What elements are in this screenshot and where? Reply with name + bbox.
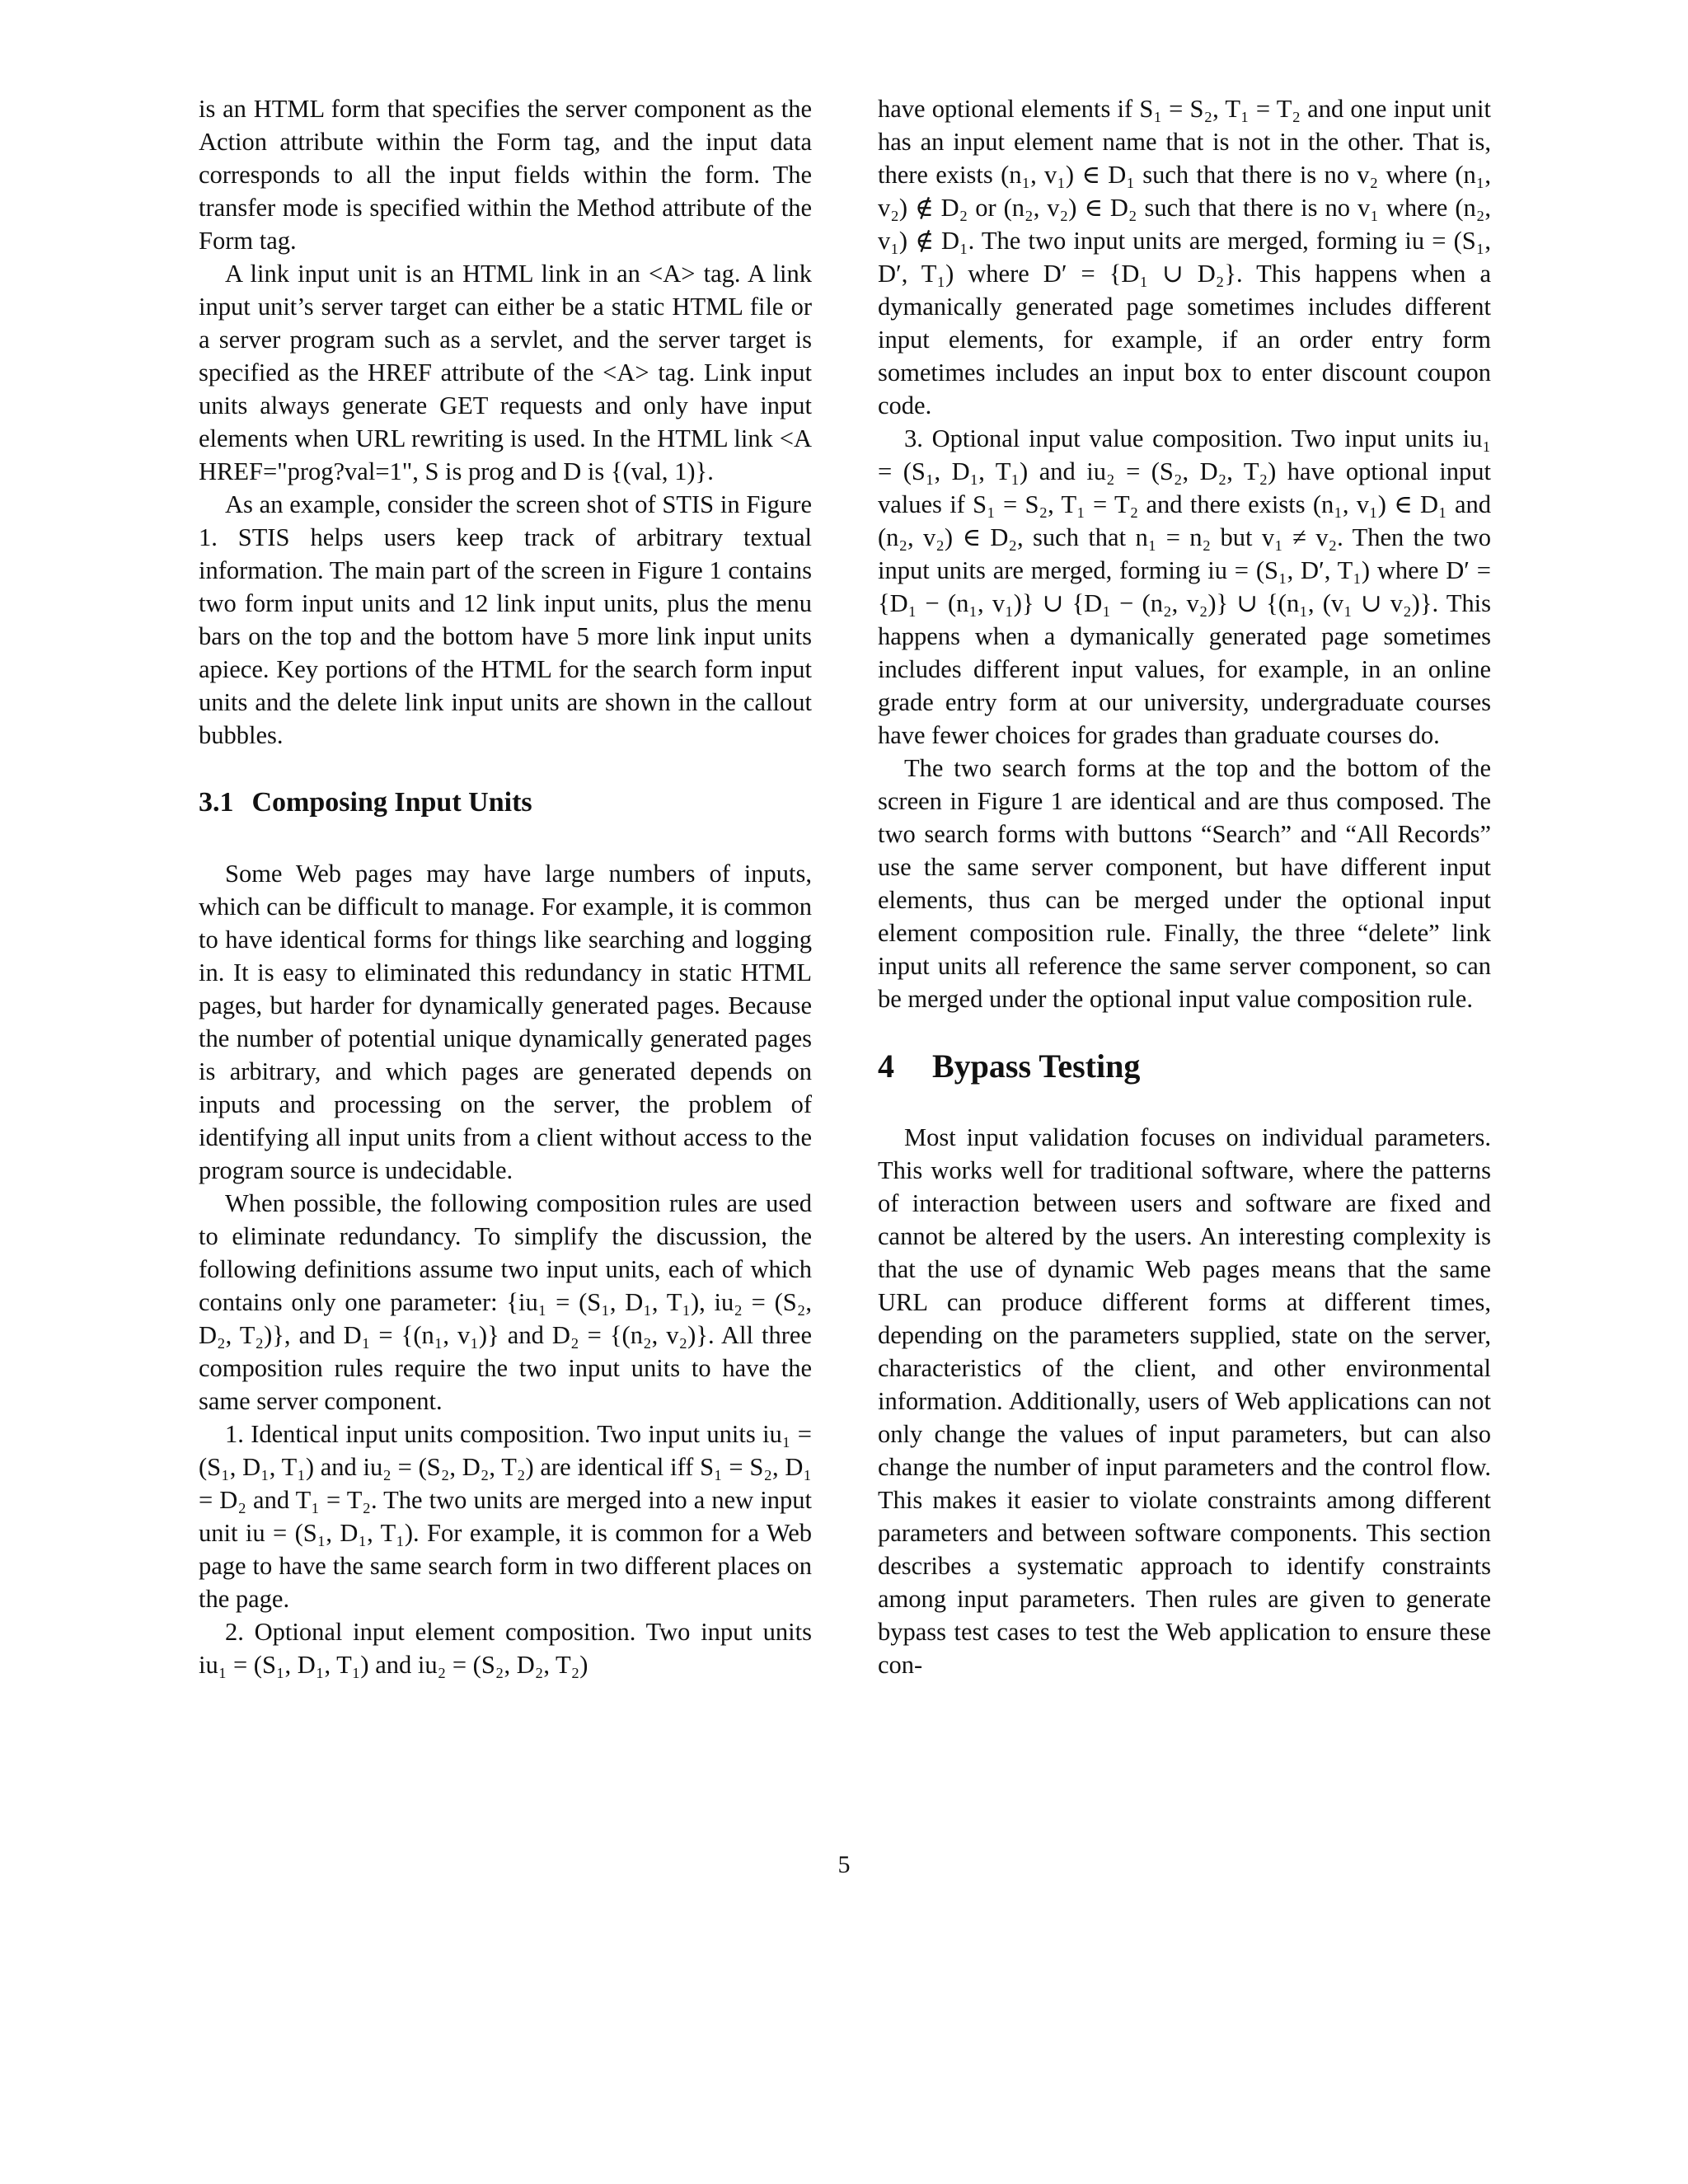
paragraph-optional-value-composition: 3. Optional input value composition. Two input units iu₁ = (S₁, D₁, T₁) and iu₂ = (S₂, D₂, T₂) have optional input values if S₁ = S₂, T₁ = T₂ and there exists (n₁, v₁) ∈ D₁ and (n₂, v₂) ∈ D₂, such that n₁ = n₂ but v₁ ≠ v₂. Then the two input units are merged, forming iu = (S₁, D′, T₁) where D′ = {D₁ − (n₁, v₁)} ∪ {D₁ − (n₂, v₂)} ∪ {(n₁, (v₁ ∪ v₂)}. This happens when a dymanically generated page sometimes includes different input values, for example, in an online grade entry form at our university, undergraduate courses have fewer choices for grades than graduate courses do. <box>878 424 1491 749</box>
section-heading-4 <box>878 1047 1491 1085</box>
paragraph-optional-element-cont: have optional elements if S₁ = S₂, T₁ = T₂ and one input unit has an input element name that is not in the other. That is, there exists (n₁, v₁) ∈ D₁ such that there is no v₂ where (n₁, v₂) ∉ D₂ or (n₂, v₂) ∈ D₂ such that there is no v₁ where (n₂, v₁) ∉ D₁. The two input units are merged, forming iu = (S₁, D′, T₁) where D′ = {D₁ ∪ D₂}. This happens when a dymanically generated page sometimes includes different input elements, for example, if an order entry form sometimes includes an input box to enter discount coupon code. <box>878 95 1491 419</box>
section-number: 3.1 <box>199 787 234 818</box>
paragraph-identical-composition: 1. Identical input units composition. Two input units iu₁ = (S₁, D₁, T₁) and iu₂ = (S₂, D₂, T₂) are identical iff S₁ = S₂, D₁ = D₂ and T₁ = T₂. The two units are merged into a new input unit iu = (S₁, D₁, T₁). For example, it is common for a Web page to have the same search form in two different places on the page. <box>199 1420 812 1613</box>
section-title: Bypass Testing <box>932 1047 1141 1085</box>
paragraph-search-forms: The two search forms at the top and the bottom of the screen in Figure 1 are identical and are thus composed. The two search forms with buttons “Search” and “All Records” use the same server component, but have different input elements, thus can be merged under the optional input element composition rule. Finally, the three “delete” link input units all reference the same server component, so can be merged under the optional input value composition rule. <box>878 754 1491 1013</box>
section-heading-3-1 <box>199 786 812 819</box>
paragraph-composition-rules: When possible, the following composition rules are used to eliminate redundancy. To simplify the discussion, the following definitions assume two input units, each of which contains only one parameter: {iu₁ = (S₁, D₁, T₁), iu₂ = (S₂, D₂, T₂)}, and D₁ = {(n₁, v₁)} and D₂ = {(n₂, v₂)}. All three composition rules require the two input units to have the same server component. <box>199 1189 812 1415</box>
paragraph-form-input-unit: is an HTML form that specifies the server component as the Action attribute within the Form tag, and the input data corresponds to all the input fields within the form. The transfer mode is specified within the Method attribute of the Form tag. <box>199 95 812 255</box>
paragraph-optional-element-start: 2. Optional input element composition. Two input units iu₁ = (S₁, D₁, T₁) and iu₂ = (S₂, D₂, T₂) <box>199 1618 812 1679</box>
paragraph-link-input-unit: A link input unit is an HTML link in an <A> tag. A link input unit’s server target can either be a static HTML file or a server program such as a servlet, and the server target is specified as the HREF attribute of the <A> tag. Link input units always generate GET requests and only have input elements when URL rewriting is used. In the HTML link <A HREF="prog?val=1", S is prog and D is {(val, 1)}. <box>199 260 812 485</box>
paragraph-stis-example: As an example, consider the screen shot of STIS in Figure 1. STIS helps users keep track of arbitrary textual information. The main part of the screen in Figure 1 contains two form input units and 12 link input units, plus the menu bars on the top and the bottom have 5 more link input units apiece. Key portions of the HTML for the search form input units and the delete link input units are shown in the callout bubbles. <box>199 490 812 749</box>
paragraph-composing-intro: Some Web pages may have large numbers of inputs, which can be difficult to manage. For example, it is common to have identical forms for things like searching and logging in. It is easy to eliminated this redundancy in static HTML pages, but harder for dynamically generated pages. Because the number of potential unique dynamically generated pages is arbitrary, and which pages are generated depends on inputs and processing on the server, the problem of identifying all input units from a client without access to the program source is undecidable. <box>199 860 812 1184</box>
right-column <box>878 92 1491 1681</box>
paragraph-bypass-testing: Most input validation focuses on individual parameters. This works well for traditional software, where the patterns of interaction between users and software are fixed and cannot be altered by the users. An interesting complexity is that the use of dynamic Web pages means that the same URL can produce different forms at different times, depending on the parameters supplied, state on the server, characteristics of the client, and other environmental information. Additionally, users of Web applications can not only change the values of input parameters, but can also change the number of input parameters and the control flow. This makes it easier to violate constraints among different parameters and between software components. This section describes a systematic approach to identify constraints among input parameters. Then rules are given to generate bypass test cases to test the Web application to ensure these con- <box>878 1123 1491 1679</box>
page-number: 5 <box>837 1851 851 1878</box>
section-number: 4 <box>878 1047 894 1085</box>
left-column <box>199 92 812 1681</box>
section-title: Composing Input Units <box>251 787 532 818</box>
